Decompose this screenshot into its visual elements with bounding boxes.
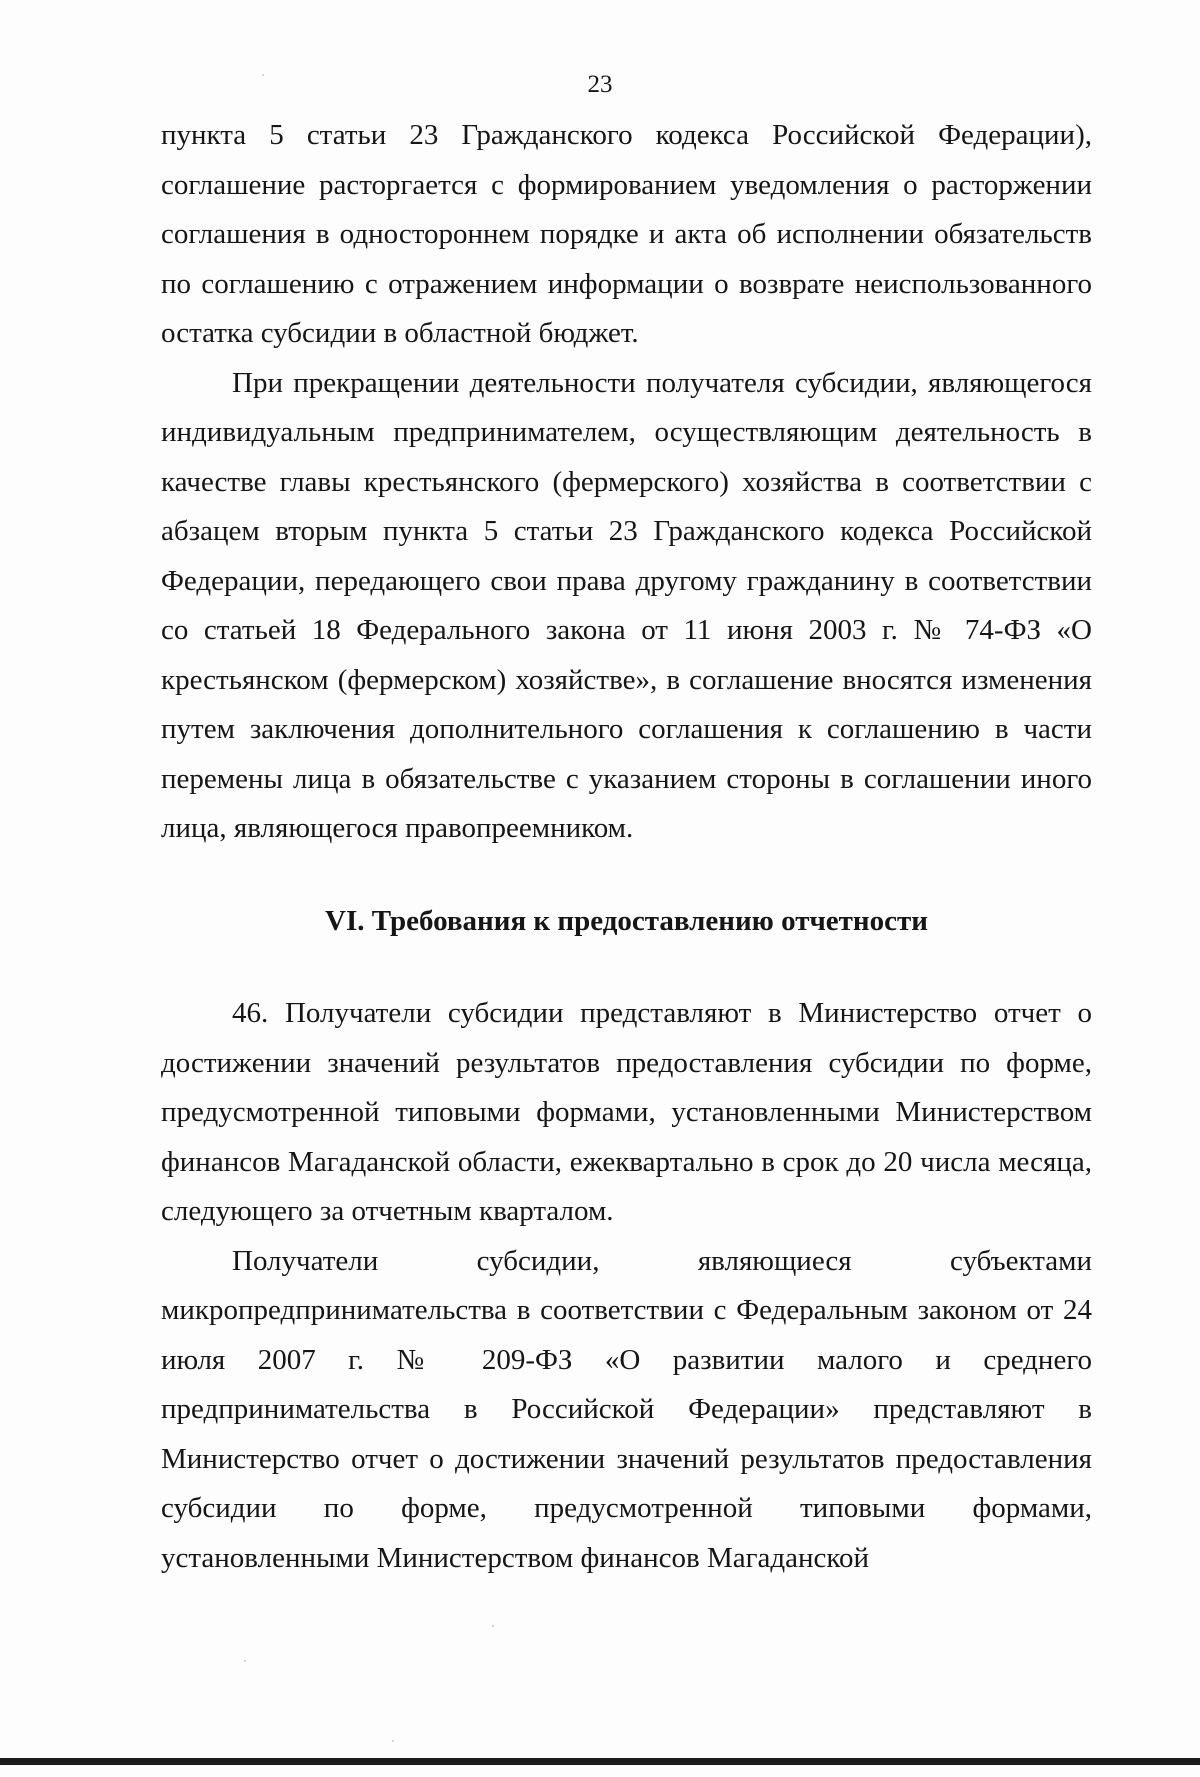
spacer	[161, 946, 1092, 989]
section-heading: VI. Требования к предоставлению отчетности	[325, 904, 928, 937]
scan-speck	[392, 1740, 394, 1742]
scan-speck	[492, 1625, 494, 1627]
scan-speck	[244, 1660, 246, 1662]
document-body	[161, 111, 1092, 1583]
paragraph-item-46: 46. Получатели субсидии представляют в Министерство отчет о достижении значений результатов предоставления субсидии по форме, предусмотренной типовыми формами, установленными Министерством финансов Магаданской области, ежеквартально в срок до 20 числа месяца, следующего за отчетным кварталом.	[161, 997, 1092, 1227]
scan-bottom-edge	[0, 1758, 1200, 1765]
paragraph-termination-farm: При прекращении деятельности получателя субсидии, являющегося индивидуальным предпринимателем, осуществляющим деятельность в качестве главы крестьянского (фермерского) хозяйства в соответствии с абзацем вторым пункта 5 статьи 23 Гражданского кодекса Российской Федерации, передающего свои права другому гражданину в соответствии со статьей 18 Федерального закона от 11 июня 2003 г. № 74-ФЗ «О крестьянском (фермерском) хозяйстве», в соглашение вносятся изменения путем заключения дополнительного соглашения к соглашению в части перемены лица в обязательстве с указанием стороны в соглашении иного лица, являющегося правопреемником.	[161, 366, 1092, 844]
paragraph-continuation: пункта 5 статьи 23 Гражданского кодекса Российской Федерации), соглашение расторгается с формированием уведомления о расторжении соглашения в одностороннем порядке и акта об исполнении обязательств по соглашению с отражением информации о возврате неиспользованного остатка субсидии в областной бюджет.	[161, 119, 1092, 349]
page-number: 23	[587, 71, 613, 98]
paragraph-micro-enterprise: Получатели субсидии, являющиеся субъектами микропредпринимательства в соответствии с Федеральным законом от 24 июля 2007 г. № 209-ФЗ «О развитии малого и среднего предпринимательства в Российской Федерации» представляют в Министерство отчет о достижении значений результатов предоставления субсидии по форме, предусмотренной типовыми формами, установленными Министерством финансов Магаданской	[161, 1244, 1092, 1574]
spacer	[161, 854, 1092, 897]
scan-speck	[262, 74, 264, 76]
